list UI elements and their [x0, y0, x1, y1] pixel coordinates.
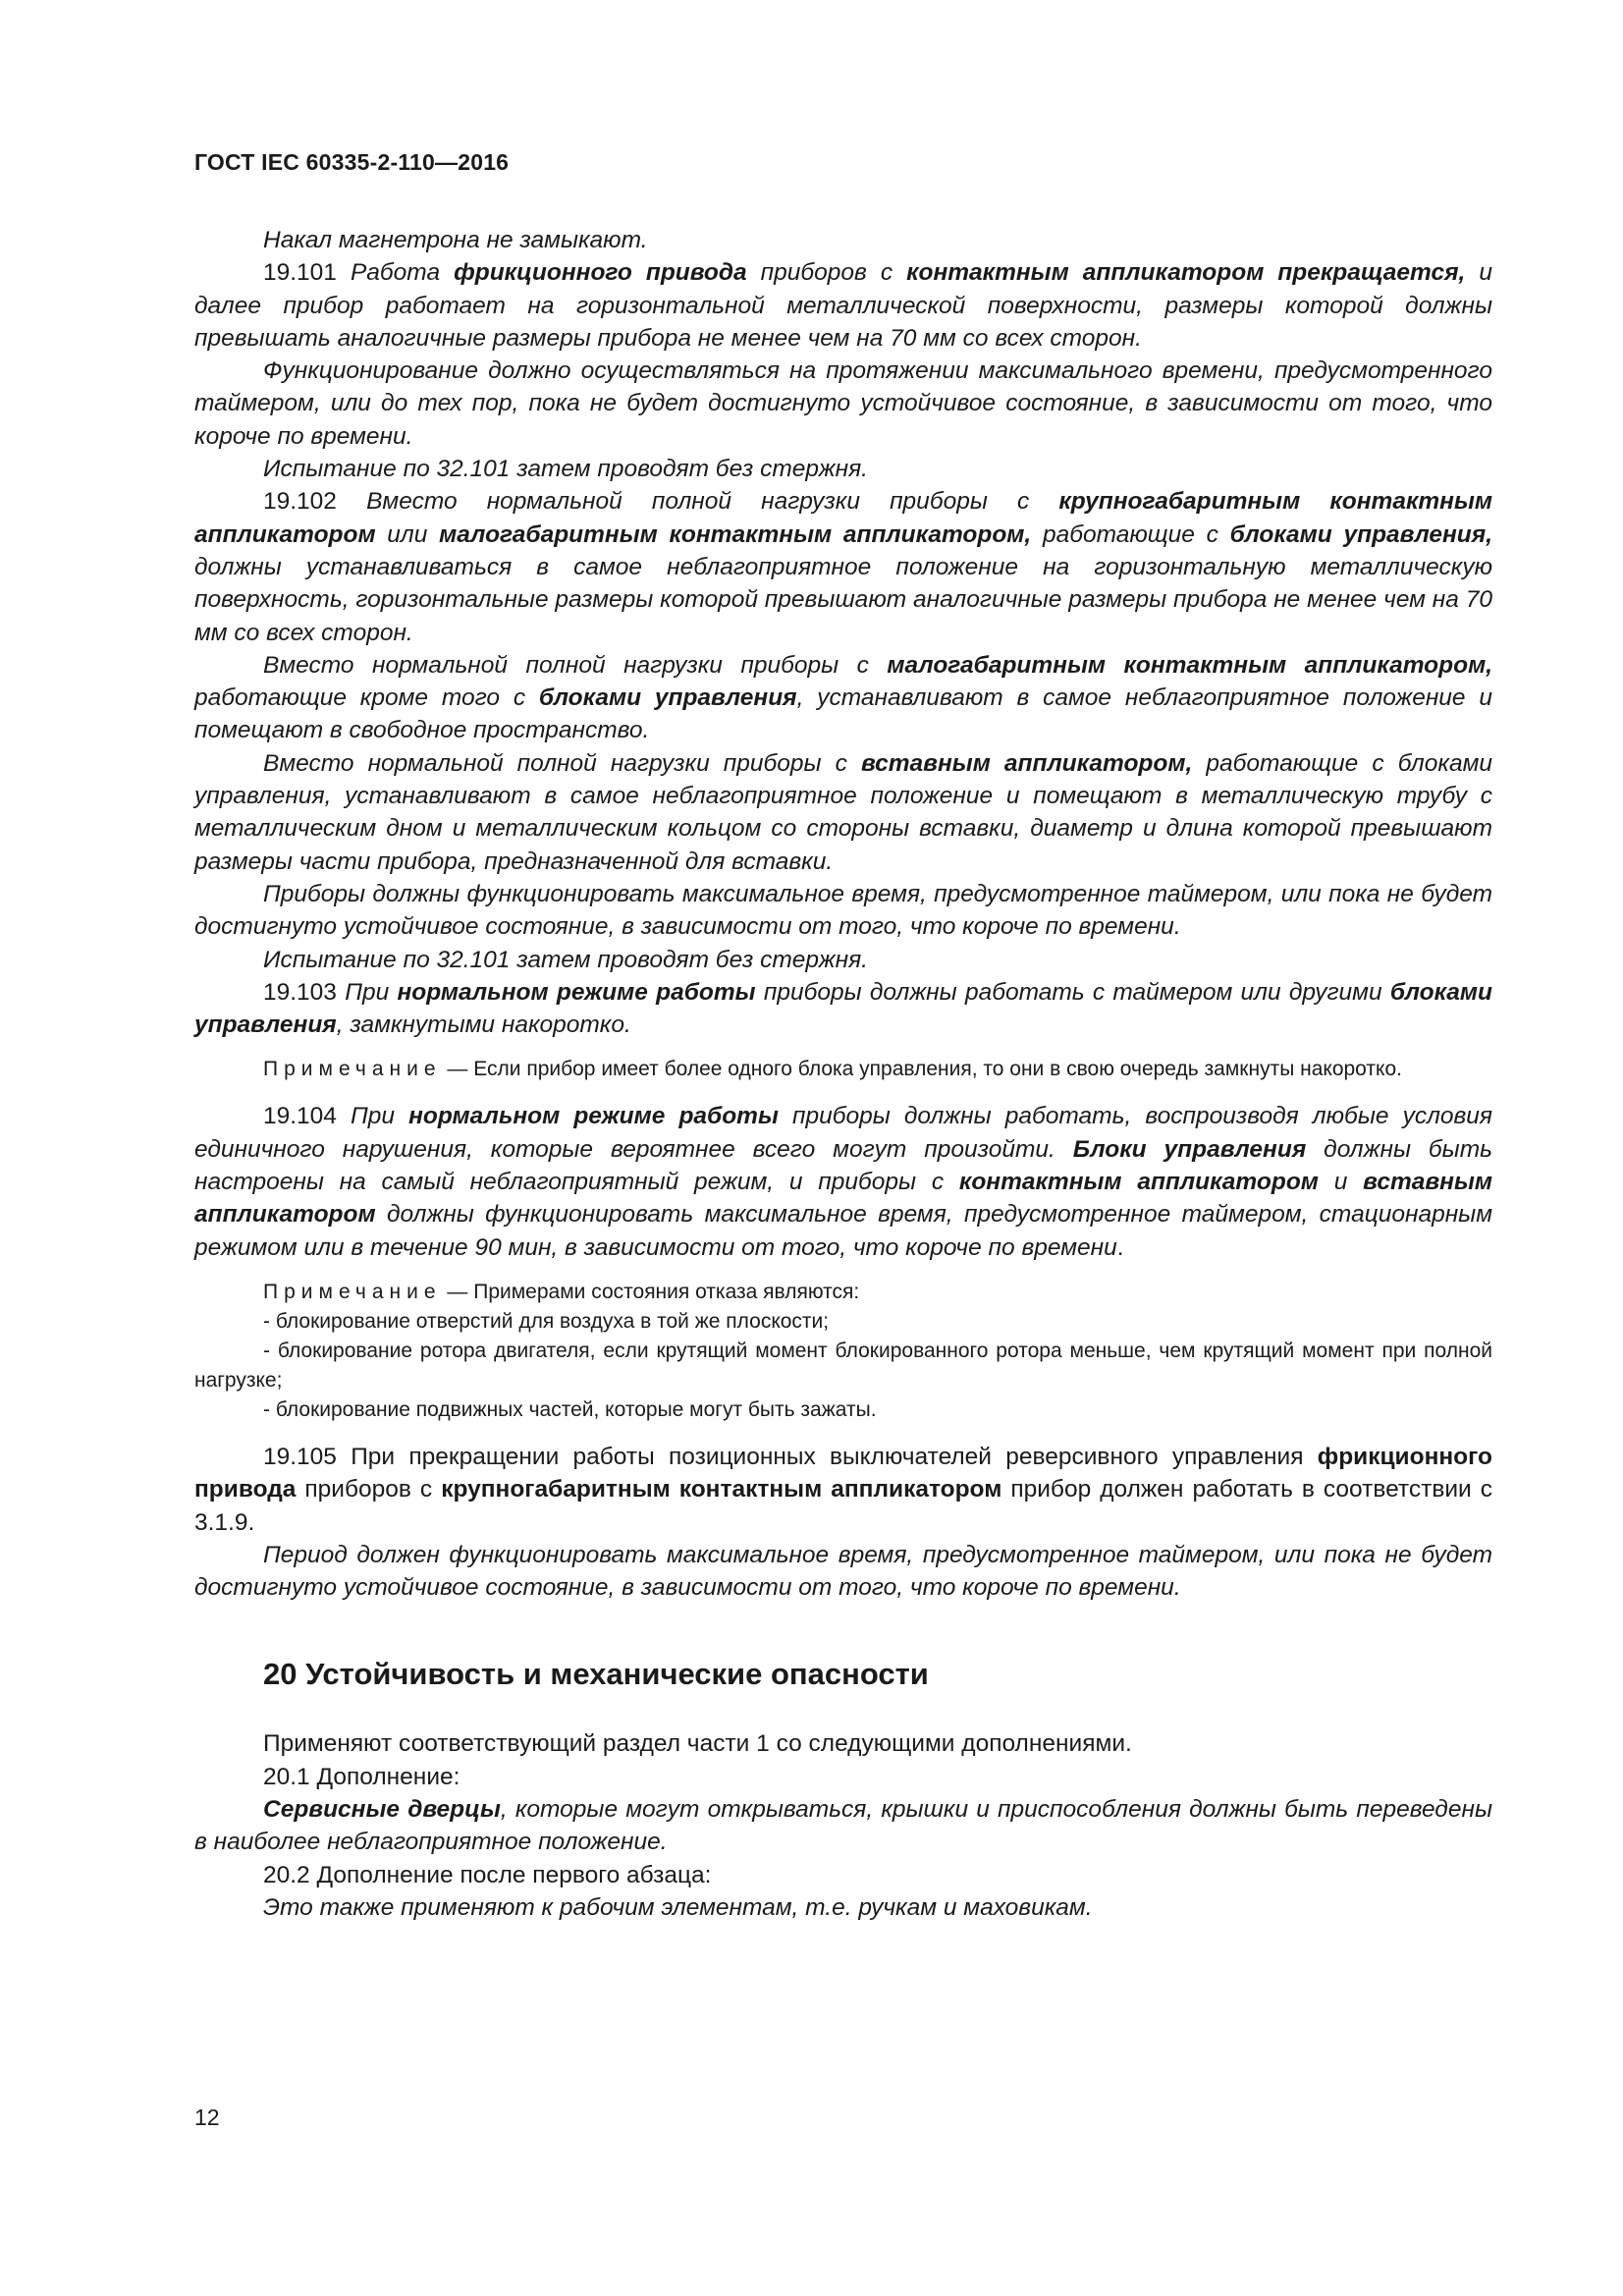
note-list-item: - блокирование отверстий для воздуха в той же плоскости;: [263, 1309, 830, 1333]
text-run: Вместо нормальной полной нагрузки приборы с: [263, 651, 888, 679]
text-run: Работа: [350, 259, 455, 287]
text-run: должны функционировать максимальное время, предусмотренное таймером, стационарным режимом или в течение 90 мин, в зависимости от того, что короче по времени: [194, 1201, 1492, 1261]
paragraph: [194, 224, 1492, 256]
text-run: Это также применяют к рабочим элементам, т.е. ручкам и маховикам.: [263, 1893, 1093, 1921]
text-run: При: [345, 978, 398, 1006]
text-run: или: [375, 520, 440, 548]
term-bold: малогабаритным контактным аппликатором,: [439, 520, 1032, 548]
paragraph-19-105: [194, 1441, 1492, 1539]
note-label: Примечание: [263, 1058, 442, 1081]
paragraph-19-104: [194, 1100, 1492, 1263]
page-number: 12: [194, 2105, 220, 2130]
text-run: приборов с: [746, 259, 907, 287]
term-bold: Блоки управления: [1072, 1135, 1307, 1163]
term-bold: фрикционного привода: [194, 1443, 1492, 1503]
term-bold: контактным аппликатором прекращается,: [906, 259, 1466, 287]
text-run: Испытание по 32.101 затем проводят без стержня.: [263, 456, 868, 483]
note-paragraph: [194, 1278, 1492, 1307]
text-run: работающие с блоками управления, устанавливают в самое неблагоприятное положение и помещают в металлическую трубу с металлическим дном и металлическим кольцом со стороны вставки, диаметр и длина которой превышают размеры части прибора, предназначенной для вставки.: [194, 749, 1492, 875]
text-run: приборы должны работать с таймером или другими: [755, 978, 1390, 1006]
text-run: и далее прибор работает на горизонтальной металлической поверхности, размеры которой должны превышать аналогичные размеры прибора не менее чем на 70 мм со всех сторон.: [194, 259, 1492, 352]
term-bold: блоками управления,: [1229, 520, 1493, 548]
note-text: — Примерами состояния отказа являются:: [441, 1280, 860, 1303]
term-bold: вставным аппликатором: [194, 1169, 1492, 1229]
text-run: должны быть настроены на самый неблагоприятный режим, и приборы с: [194, 1135, 1492, 1196]
text-run: Функционирование должно осуществляться на протяжении максимального времени, предусмотренного таймером, или до тех пор, пока не будет достигнуто устойчивое состояние, в зависимости от того, что короче по времени.: [194, 357, 1492, 450]
paragraph: [194, 649, 1492, 747]
paragraph: [194, 1793, 1492, 1859]
text-run: должны устанавливаться в самое неблагоприятное положение на горизонтальную металлическую поверхность, горизонтальные размеры которой превышают аналогичные размеры прибора не менее чем на 70 мм со всех сторон.: [194, 553, 1492, 646]
text-run: При: [351, 1103, 409, 1130]
paragraph-19-101: [194, 256, 1492, 355]
note-text: — Если прибор имеет более одного блока управления, то они в свою очередь замкнуты накоротко.: [441, 1058, 1402, 1081]
text-run: Накал магнетрона не замыкают.: [263, 227, 648, 253]
text-run: приборы должны работать, воспроизводя любые условия единичного нарушения, которые вероятнее всего могут произойти.: [194, 1103, 1493, 1163]
text-run: , которые могут открываться, крышки и приспособления должны быть переведены в наиболее неблагоприятное положение.: [194, 1795, 1492, 1856]
term-bold: крупногабаритным контактным аппликатором: [441, 1476, 1002, 1503]
paragraph: [194, 1891, 1492, 1924]
paragraph: [194, 355, 1492, 453]
paragraph: [194, 878, 1492, 944]
term-bold: Сервисные дверцы: [263, 1795, 501, 1823]
paragraph-19-103: [194, 976, 1492, 1042]
paragraph-20-2: [194, 1859, 1492, 1891]
text-run: Вместо нормальной полной нагрузки приборы с: [263, 749, 861, 777]
term-bold: блоками управления: [194, 978, 1493, 1039]
paragraph: [194, 453, 1492, 485]
note-list-item: - блокирование подвижных частей, которые могут быть зажаты.: [263, 1397, 877, 1421]
section-heading: 20 Устойчивость и механические опасности: [263, 1657, 929, 1692]
term-bold: нормальном режиме работы: [397, 978, 756, 1006]
clause-number: 19.102: [263, 488, 367, 516]
text-run: Вместо нормальной полной нагрузки приборы с: [366, 488, 1059, 516]
document-code-header: ГОСТ IEC 60335-2-110—2016: [194, 149, 510, 175]
text-run: 20.1 Дополнение:: [263, 1763, 460, 1790]
term-bold: блоками управления: [538, 684, 797, 712]
text-run: приборов с: [296, 1476, 442, 1503]
text-run: работающие кроме того с: [194, 684, 539, 712]
term-bold: крупногабаритным контактным аппликатором: [194, 488, 1492, 548]
paragraph-19-102: [194, 485, 1492, 648]
term-bold: малогабаритным контактным аппликатором,: [887, 651, 1492, 679]
clause-number: 19.103: [263, 978, 346, 1006]
document-body: [194, 224, 1492, 1924]
paragraph: [194, 747, 1492, 878]
text-run: Применяют соответствующий раздел части 1 со следующими дополнениями.: [263, 1730, 1132, 1758]
paragraph: [194, 944, 1492, 976]
term-bold: фрикционного привода: [454, 259, 747, 287]
text-run: , замкнутыми накоротко.: [336, 1011, 631, 1039]
clause-number: 19.104: [263, 1103, 352, 1130]
paragraph: [194, 1727, 1492, 1760]
note-block: [194, 1055, 1492, 1084]
note-block: [194, 1278, 1492, 1425]
text-run: работающие с: [1031, 520, 1230, 548]
term-bold: нормальном режиме работы: [408, 1103, 779, 1130]
note-list-item: - блокирование ротора двигателя, если крутящий момент блокированного ротора меньше, чем крутящий момент при полной нагрузке;: [194, 1339, 1492, 1392]
text-run: Испытание по 32.101 затем проводят без стержня.: [263, 946, 868, 973]
note-label: Примечание: [263, 1280, 442, 1303]
clause-number: 19.101: [263, 259, 351, 287]
term-bold: контактным аппликатором: [958, 1169, 1319, 1196]
text-run: прибор должен работать в соответствии с 3.1.9.: [194, 1476, 1492, 1536]
note-paragraph: [194, 1055, 1492, 1084]
paragraph: [194, 1539, 1492, 1605]
text-run: , устанавливают в самое неблагоприятное положение и помещают в свободное пространство.: [194, 684, 1493, 744]
paragraph-20-1: [194, 1761, 1492, 1793]
text-run: 19.105 При прекращении работы позиционных выключателей реверсивного управления: [263, 1443, 1318, 1470]
text-run: 20.2 Дополнение после первого абзаца:: [263, 1861, 712, 1888]
term-bold: вставным аппликатором,: [860, 749, 1193, 777]
text-run: Приборы должны функционировать максимальное время, предусмотренное таймером, или пока не будет достигнуто устойчивое состояние, в зависимости от того, что короче по времени.: [194, 880, 1492, 941]
text-run: и: [1318, 1169, 1364, 1196]
text-run: .: [1116, 1233, 1124, 1261]
text-run: Период должен функционировать максимальное время, предусмотренное таймером, или пока не будет достигнуто устойчивое состояние, в зависимости от того, что короче по времени.: [194, 1541, 1492, 1602]
